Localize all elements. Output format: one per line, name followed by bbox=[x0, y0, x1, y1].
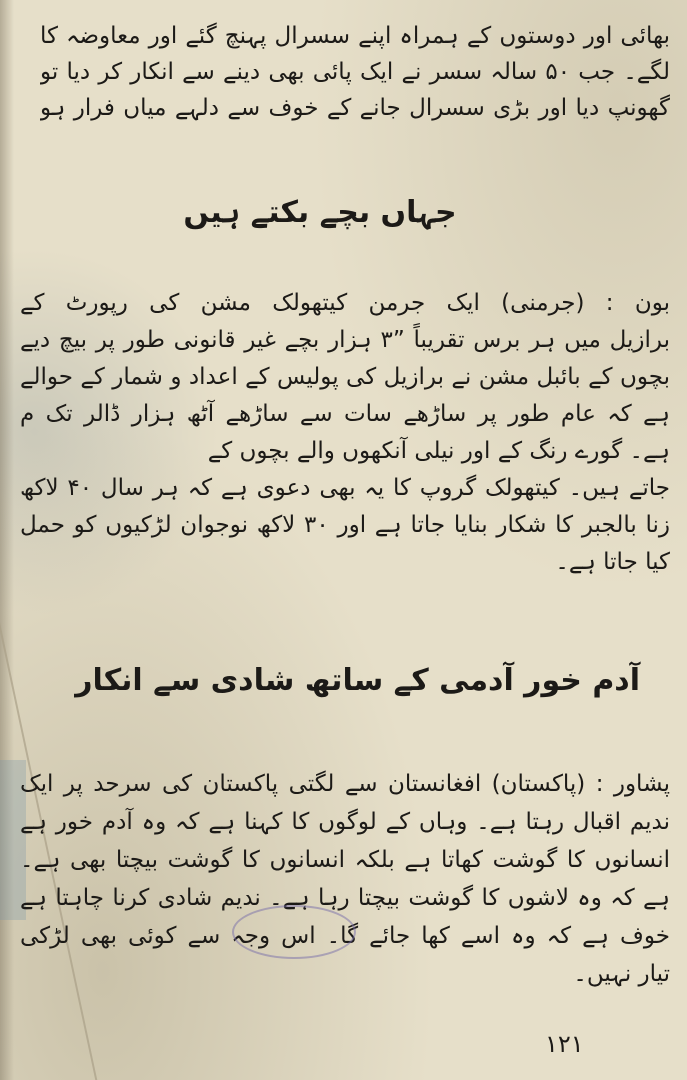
text-line: زنا بالجبر کا شکار بنایا جاتا ہے اور ۳۰ لاکھ نوجوان لڑکیوں کو حمل bbox=[20, 512, 670, 538]
article-heading-cannibal: آدم خور آدمی کے ساتھ شادی سے انکار bbox=[75, 663, 640, 698]
article-cannibal-paragraph bbox=[20, 765, 670, 993]
article-heading-children: جہاں بچے بکتے ہیں bbox=[183, 195, 457, 230]
text-line: کیا جاتا ہے۔ bbox=[555, 549, 670, 575]
text-line: ندیم اقبال رہتا ہے۔ وہاں کے لوگوں کا کہنا ہے کہ وہ آدم خور ہے bbox=[20, 809, 670, 835]
text-line: ہے کہ عام طور پر ساڑھے سات سے ساڑھے آٹھ ہزار ڈالر تک م bbox=[20, 401, 670, 427]
text-line: پشاور : (پاکستان) افغانستان سے لگتی پاکستان کی سرحد پر ایک bbox=[20, 771, 670, 797]
text-line: ہے کہ وہ لاشوں کا گوشت بیچتا رہا ہے۔ ندیم شادی کرنا چاہتا ہے bbox=[20, 885, 670, 911]
article-children-paragraph bbox=[20, 285, 670, 581]
text-line: گھونپ دیا اور بڑی سسرال جانے کے خوف سے دلہے میاں فرار ہو bbox=[40, 95, 670, 121]
text-line: بھائی اور دوستوں کے ہمراہ اپنے سسرال پہنچ گئے اور معاوضہ کا bbox=[40, 23, 670, 49]
text-line: لگے۔ جب ۵۰ سالہ سسر نے ایک پائی بھی دینے سے انکار کر دیا تو bbox=[40, 59, 670, 85]
ink-stamp bbox=[232, 905, 356, 959]
page-number: ۱۲۱ bbox=[545, 1030, 584, 1058]
text-line: انسانوں کا گوشت کھاتا ہے بلکہ انسانوں کا گوشت بیچتا بھی ہے۔ bbox=[20, 847, 670, 873]
text-line: برازیل میں ہر برس تقریباً ”۳ ہزار بچے غیر قانونی طور پر بیچ دیے bbox=[20, 327, 670, 353]
text-line: جاتے ہیں۔ کیتھولک گروپ کا یہ بھی دعوی ہے کہ ہر سال ۴۰ لاکھ bbox=[20, 475, 670, 501]
article-top-paragraph bbox=[40, 18, 670, 126]
text-line: خوف ہے کہ وہ اسے کھا جائے گا۔ اس وجہ سے کوئی بھی لڑکی bbox=[20, 923, 670, 949]
text-line: بچوں کے بائبل مشن نے برازیل کی پولیس کے اعداد و شمار کے حوالے bbox=[20, 364, 670, 390]
text-line: بون : (جرمنی) ایک جرمن کیتھولک مشن کی رپورٹ کے bbox=[20, 290, 670, 316]
text-line: تیار نہیں۔ bbox=[573, 961, 670, 987]
text-line: ہے۔ گورے رنگ کے اور نیلی آنکھوں والے بچوں کے bbox=[207, 438, 670, 464]
